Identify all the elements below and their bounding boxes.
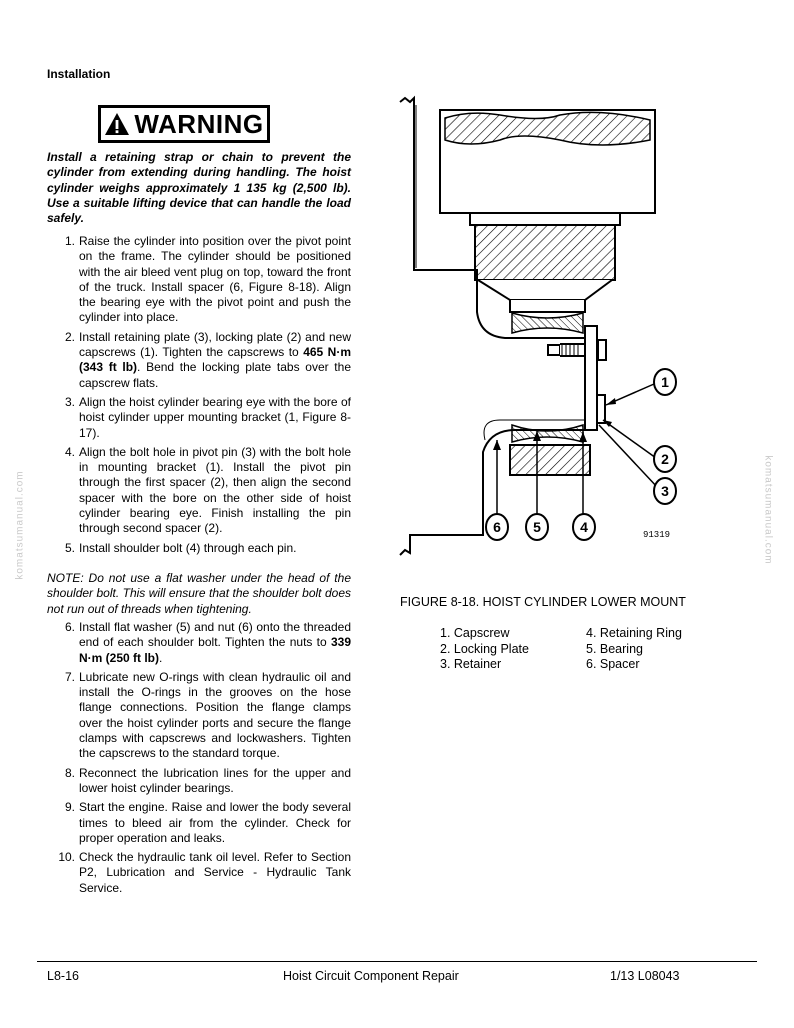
steps-list-b: [47, 620, 351, 900]
torque-value: 339 N·m (250 ft lb): [79, 635, 351, 665]
step-item: [47, 620, 351, 666]
legend-item: 3. Retainer: [440, 657, 502, 671]
figure-code: 91319: [643, 530, 671, 540]
note-paragraph: NOTE: Do not use a flat washer under the head of the shoulder bolt. This will ensure that the shoulder bolt does not run out of threads when tightening.: [47, 571, 351, 616]
step-text-part: Lubricate new O-rings with clean hydraulic oil and install the O-rings in the grooves on the hose flange connections. Position the flange clamps over the hoist cylinder ports and secure the flange clamps with capscrews and lockwashers. Tighten the capscrews to the standard torque.: [79, 669, 351, 761]
torque-value: 465 N·m (343 ft lb): [79, 345, 351, 375]
hoist-cylinder-lower-mount-figure: [395, 92, 705, 572]
step-text: [79, 766, 351, 797]
callout-2: 2: [661, 451, 669, 467]
figure-caption: FIGURE 8-18. HOIST CYLINDER LOWER MOUNT: [400, 595, 686, 609]
step-text-part: Raise the cylinder into position over the pivot point on the frame. The cylinder should be positioned with the air bleed vent plug on top, toward the front of the truck. Install spacer (6, Figure 8-18). Align the bearing eye with the pivot point and push the cylinder into place.: [79, 234, 351, 325]
step-item: [47, 541, 351, 556]
step-item: [47, 800, 351, 846]
step-text-part: Install retaining plate (3), locking plate (2) and new capscrews (1). Tighten the capscrews to: [79, 329, 351, 360]
figure-legend: [440, 626, 706, 673]
watermark-right: komatsumanual.com: [762, 455, 774, 565]
warning-text: WARNING: [134, 108, 264, 139]
step-number: 1.: [64, 234, 75, 248]
callout-1: 1: [661, 374, 669, 390]
step-text: [79, 395, 351, 441]
step-text-part: Install shoulder bolt (4) through each pin.: [79, 540, 297, 555]
step-item: [47, 445, 351, 537]
section-title: Installation: [47, 67, 111, 81]
callout-4: 4: [580, 519, 588, 535]
step-number: 3.: [64, 394, 75, 409]
step-text: [79, 670, 351, 762]
footer-page-number: L8-16: [47, 969, 79, 983]
step-item: [47, 670, 351, 762]
step-number: 10.: [58, 850, 75, 865]
step-item: [47, 395, 351, 441]
step-text: [79, 541, 351, 556]
step-text: [79, 850, 351, 896]
step-item: [47, 234, 351, 326]
step-text: [79, 445, 351, 537]
step-text-part: Align the hoist cylinder bearing eye with the bore of hoist cylinder upper mounting bracket (1, Figure 8-17).: [79, 394, 351, 440]
step-text-part: .: [159, 650, 163, 665]
step-item: [47, 330, 351, 391]
step-text: [79, 234, 351, 326]
watermark-left: komatsumanual.com: [14, 470, 26, 580]
warning-label: [98, 105, 270, 143]
callout-6: 6: [493, 519, 501, 535]
step-number: 4.: [64, 444, 75, 459]
step-text-part: Check the hydraulic tank oil level. Refer to Section P2, Lubrication and Service - Hydraulic Tank Service.: [79, 850, 351, 895]
step-text-part: Align the bolt hole in pivot pin (3) with the bolt hole in mounting bracket (1). Install the pivot pin through the first spacer (2), then align the second spacer with the bore on the other side of hoist cylinder bearing eye. Finish installing the pin through second spacer (2).: [79, 444, 351, 536]
step-text: [79, 620, 351, 666]
step-number: 2.: [64, 329, 75, 344]
step-item: [47, 766, 351, 797]
callout-5: 5: [533, 519, 541, 535]
step-number: 8.: [64, 765, 75, 780]
step-text-part: . Bend the locking plate tabs over the capscrew flats.: [79, 360, 351, 390]
legend-item: 2. Locking Plate: [440, 641, 529, 656]
legend-item: 4. Retaining Ring: [586, 626, 682, 640]
warning-paragraph: Install a retaining strap or chain to prevent the cylinder from extending during handling. The hoist cylinder weighs approximately 1 135 kg (2,500 lb). Use a suitable lifting device that can handle the load safely.: [47, 150, 351, 226]
footer-section-title: Hoist Circuit Component Repair: [283, 969, 459, 983]
step-number: 5.: [64, 540, 75, 555]
warning-triangle-icon: [104, 112, 130, 136]
legend-item: 5. Bearing: [586, 641, 643, 656]
callout-3: 3: [661, 483, 669, 499]
step-text: [79, 330, 351, 391]
step-text-part: Install flat washer (5) and nut (6) onto the threaded end of each shoulder bolt. Tighten the nuts to: [79, 620, 351, 650]
step-text: [79, 800, 351, 846]
step-text-part: Start the engine. Raise and lower the body several times to bleed air from the cylinder. Check for proper operation and leaks.: [79, 800, 351, 845]
step-text-part: Reconnect the lubrication lines for the upper and lower hoist cylinder bearings.: [79, 765, 351, 795]
step-item: [47, 850, 351, 896]
steps-list-a: [47, 234, 351, 560]
step-number: 9.: [64, 800, 75, 815]
footer-doc-id: 1/13 L08043: [610, 969, 680, 983]
step-number: 7.: [64, 669, 75, 684]
legend-item: 6. Spacer: [586, 657, 640, 671]
legend-item: 1. Capscrew: [440, 626, 510, 640]
step-number: 6.: [64, 620, 75, 634]
footer-divider: [37, 961, 757, 962]
